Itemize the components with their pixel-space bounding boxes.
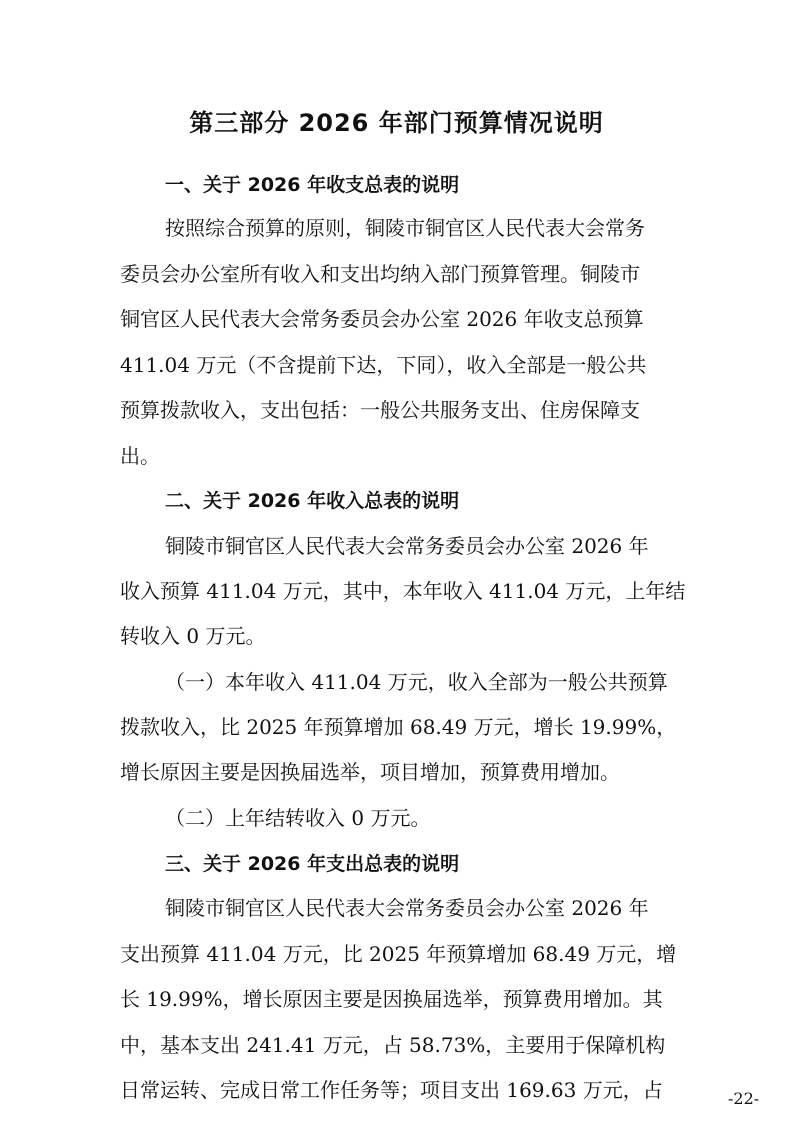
section-1-line: 411.04 万元（不含提前下达，下同），收入全部是一般公共 (120, 353, 647, 377)
section-3-line: 支出预算 411.04 万元，比 2025 年预算增加 68.49 万元，增 (120, 942, 677, 966)
section-3-line: 中，基本支出 241.41 万元，占 58.73%，主要用于保障机构 (120, 1033, 666, 1057)
section-1-line: 出。 (120, 444, 160, 468)
section-2-line: 拨款收入，比 2025 年预算增加 68.49 万元，增长 19.99%， (120, 715, 677, 739)
page-number: -22- (728, 1089, 760, 1108)
section-2-line: （一）本年收入 411.04 万元，收入全部为一般公共预算 (165, 670, 668, 694)
section-2-line: 收入预算 411.04 万元，其中，本年收入 411.04 万元，上年结 (120, 579, 686, 603)
section-1-heading: 一、关于 2026 年收支总表的说明 (165, 174, 460, 196)
section-3-line: 长 19.99%，增长原因主要是因换届选举，预算费用增加。其 (120, 987, 663, 1011)
section-1-line: 铜官区人民代表大会常务委员会办公室 2026 年收支总预算 (120, 307, 644, 331)
section-2-heading: 二、关于 2026 年收入总表的说明 (165, 490, 460, 512)
section-2-line: 增长原因主要是因换届选举，项目增加，预算费用增加。 (120, 760, 620, 784)
section-2-line: 转收入 0 万元。 (120, 624, 266, 648)
section-3-line: 铜陵市铜官区人民代表大会常务委员会办公室 2026 年 (165, 896, 649, 920)
section-1-line: 预算拨款收入，支出包括：一般公共服务支出、住房保障支 (120, 398, 640, 422)
section-2-line: 铜陵市铜官区人民代表大会常务委员会办公室 2026 年 (165, 534, 649, 558)
section-1-line: 委员会办公室所有收入和支出均纳入部门预算管理。铜陵市 (120, 262, 640, 286)
section-3-line: 日常运转、完成日常工作任务等；项目支出 169.63 万元，占 (120, 1078, 663, 1102)
section-2-line: （二）上年结转收入 0 万元。 (165, 806, 431, 830)
section-3-heading: 三、关于 2026 年支出总表的说明 (165, 853, 460, 875)
page-title: 第三部分 2026 年部门预算情况说明 (189, 109, 604, 137)
section-1-line: 按照综合预算的原则，铜陵市铜官区人民代表大会常务 (165, 216, 645, 240)
